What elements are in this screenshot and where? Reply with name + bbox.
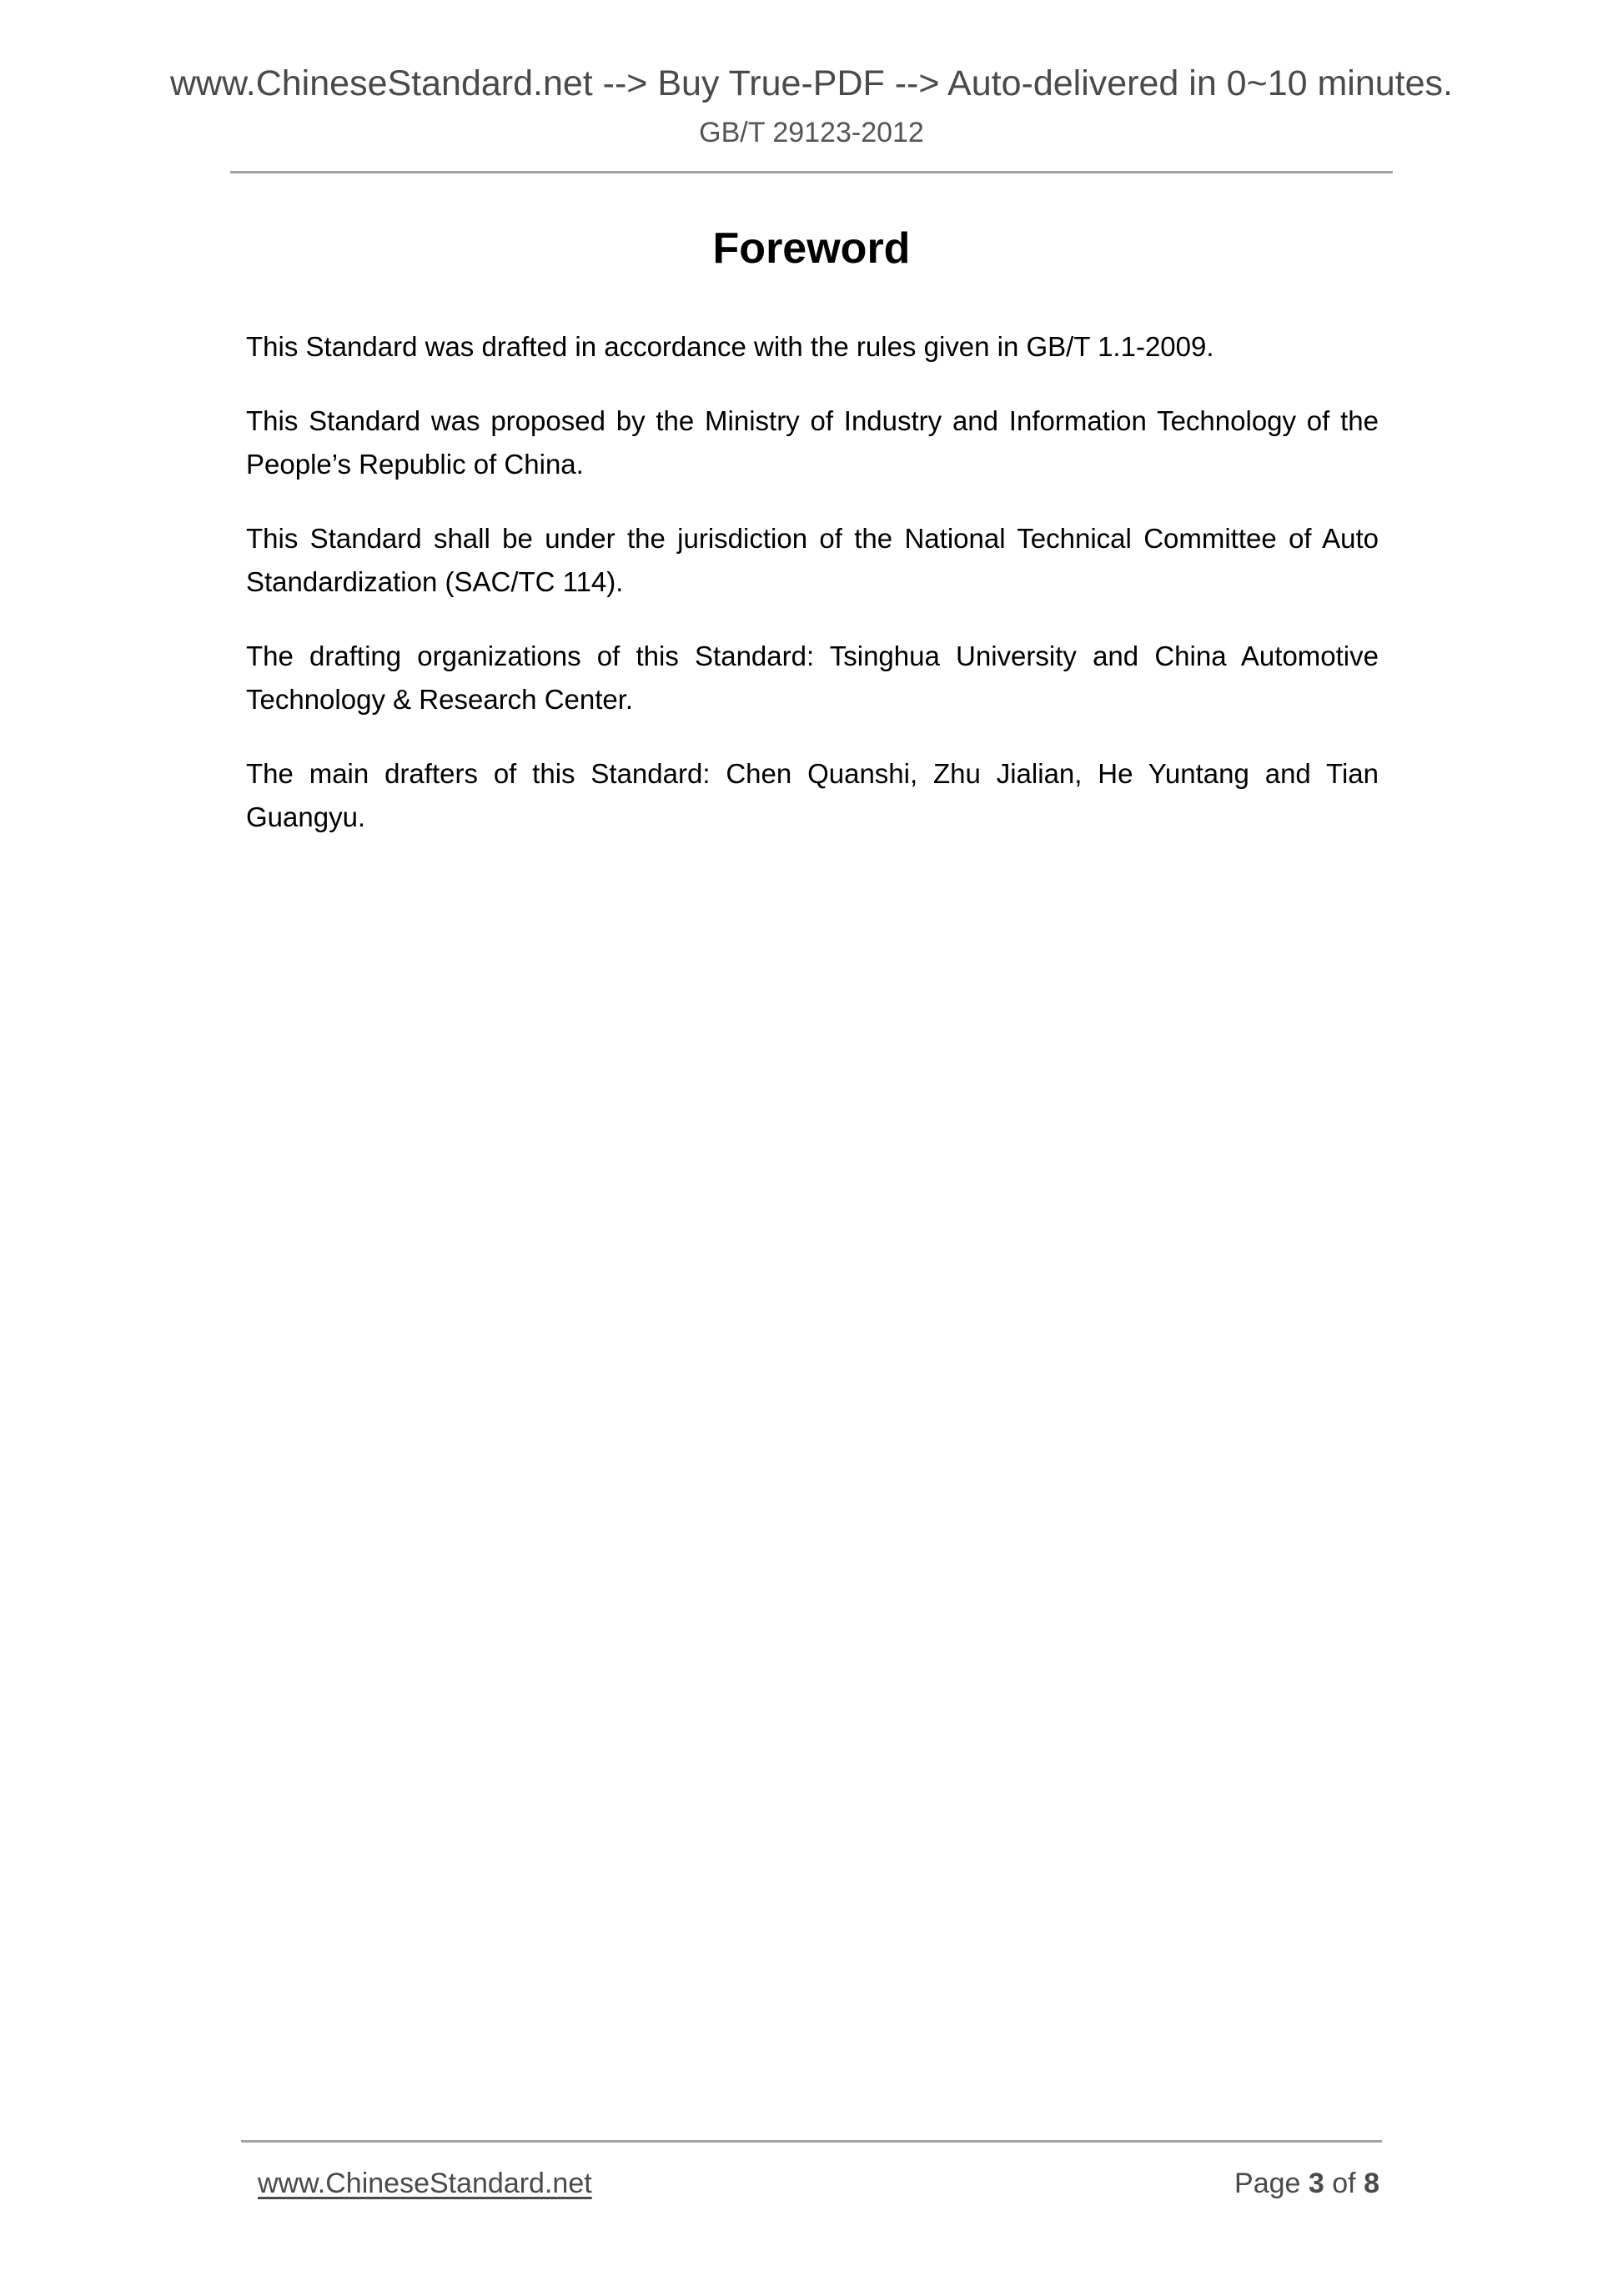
page-of: of <box>1332 2168 1356 2199</box>
paragraph-main-drafters: The main drafters of this Standard: Chen Quanshi, Zhu Jialian, He Yuntang and Tian Guangyu. <box>246 758 1379 832</box>
header-divider <box>230 171 1393 173</box>
standard-code: GB/T 29123-2012 <box>699 117 924 148</box>
paragraph-drafting-rules: This Standard was drafted in accordance with the rules given in GB/T 1.1-2009. <box>246 331 1214 362</box>
current-page: 3 <box>1308 2168 1324 2199</box>
footer-website-link[interactable]: www.ChineseStandard.net <box>258 2168 592 2199</box>
footer-divider <box>241 2140 1382 2143</box>
header-banner: www.ChineseStandard.net --> Buy True-PDF --> Auto-delivered in 0~10 minutes. <box>169 63 1453 103</box>
total-pages: 8 <box>1364 2168 1379 2199</box>
paragraph-jurisdiction: This Standard shall be under the jurisdiction of the National Technical Committee of Auto Standardization (SAC/TC 114). <box>246 523 1379 597</box>
paragraph-drafting-organizations: The drafting organizations of this Standard: Tsinghua University and China Automotive Technology & Research Center. <box>246 641 1379 715</box>
document-body <box>246 325 1379 870</box>
paragraph-proposed-by: This Standard was proposed by the Ministry of Industry and Information Technology of the People’s Republic of China. <box>246 405 1379 480</box>
page-title: Foreword <box>712 224 911 273</box>
page-prefix: Page <box>1234 2168 1301 2199</box>
page-number <box>1234 2166 1379 2201</box>
